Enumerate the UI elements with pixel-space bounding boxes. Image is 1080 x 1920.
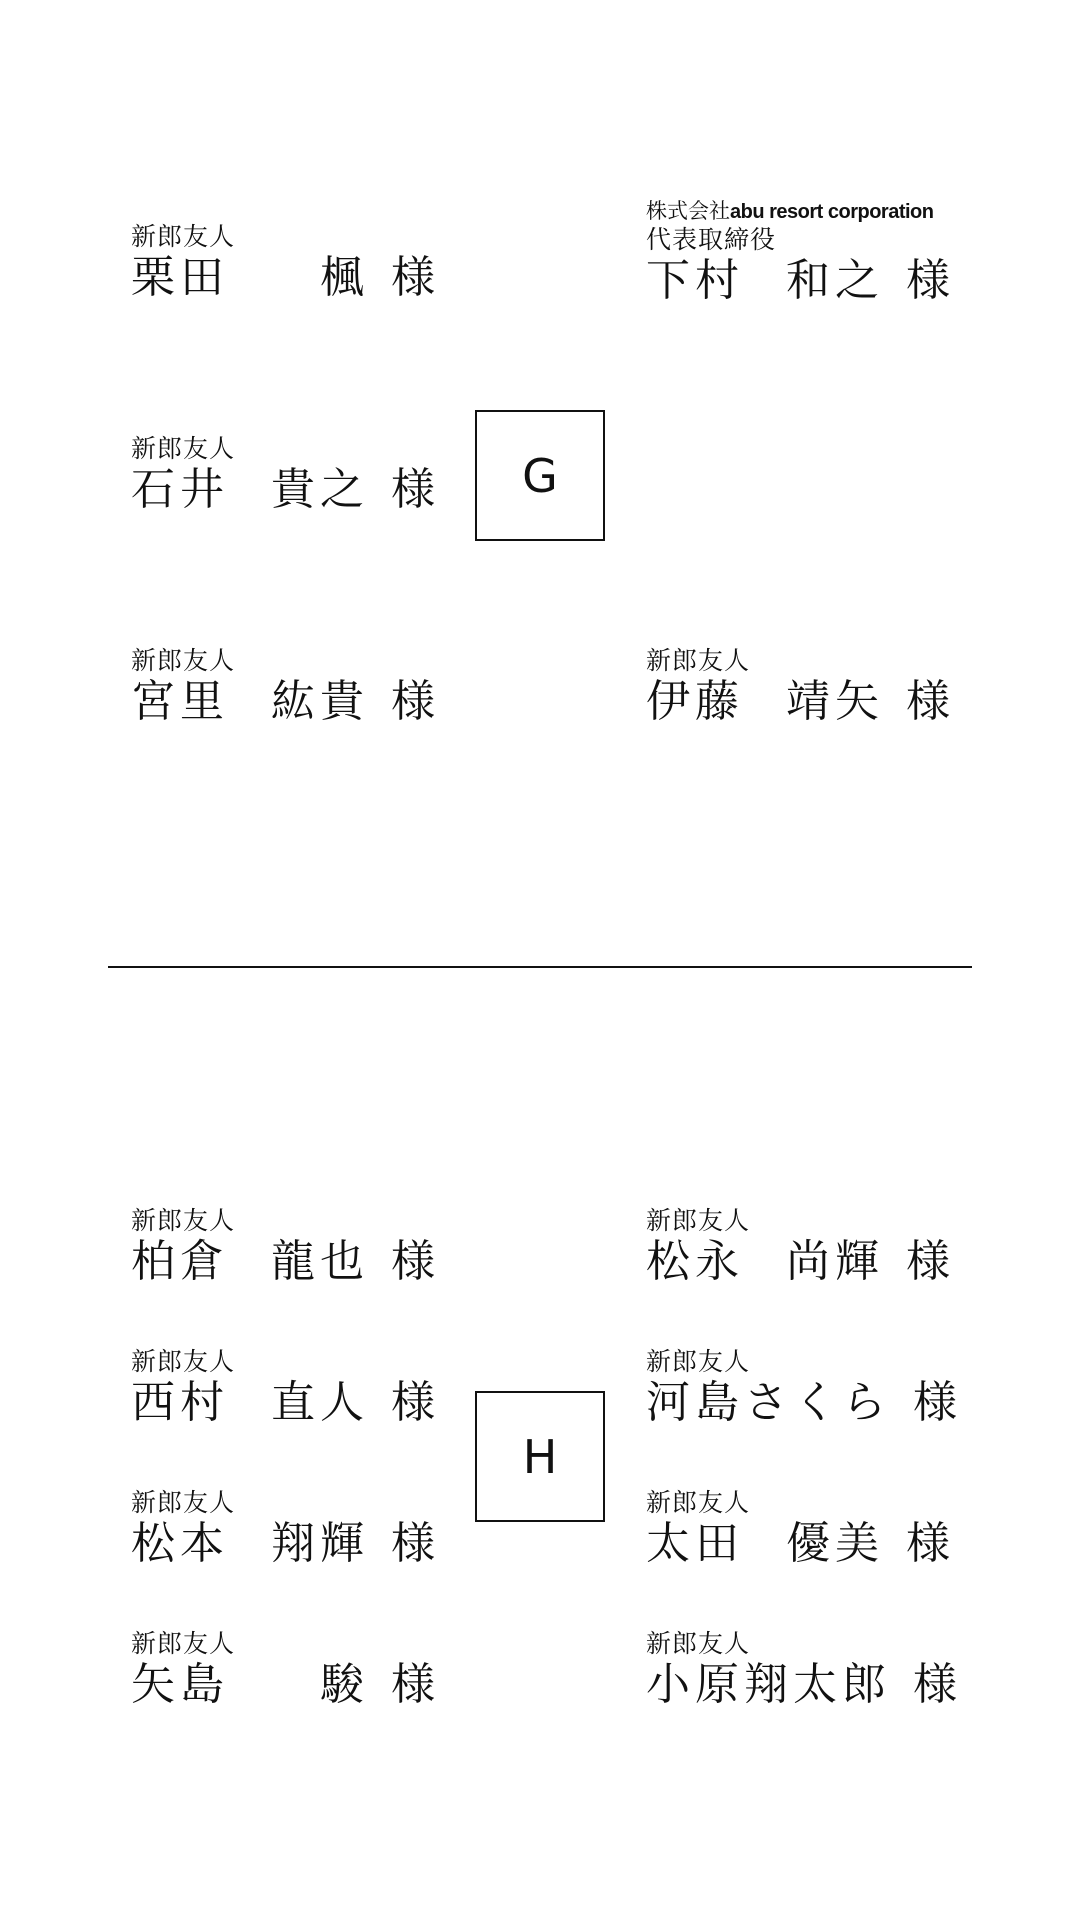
guest-role: 新郎友人 xyxy=(131,222,236,251)
guest-card xyxy=(131,1629,435,1711)
table-g-marker xyxy=(475,410,605,541)
guest-given-name: 駿 xyxy=(320,1659,369,1710)
guest-name xyxy=(646,255,950,307)
guest-honorific: 様 xyxy=(391,464,435,515)
guest-role: 新郎友人 xyxy=(646,1347,751,1376)
guest-name xyxy=(646,1518,950,1570)
guest-role: 新郎友人 xyxy=(646,1629,751,1658)
guest-role: 新郎友人 xyxy=(131,1629,236,1658)
guest-surname: 宮里 xyxy=(131,676,229,727)
guest-honorific: 様 xyxy=(391,676,435,727)
guest-name xyxy=(131,1518,435,1570)
guest-card xyxy=(646,646,950,728)
guest-surname: 石井 xyxy=(131,464,229,515)
guest-card xyxy=(131,646,435,728)
section-divider xyxy=(108,966,972,968)
guest-name xyxy=(646,1659,957,1711)
guest-role: 新郎友人 xyxy=(646,646,751,675)
guest-name xyxy=(131,1377,435,1429)
guest-surname: 小原翔太郎 xyxy=(646,1659,891,1710)
guest-honorific: 様 xyxy=(391,1659,435,1710)
guest-name xyxy=(646,676,950,728)
guest-given-name: 翔輝 xyxy=(271,1518,369,1569)
guest-surname: 河島さくら xyxy=(646,1377,891,1428)
guest-card xyxy=(646,198,950,307)
guest-name xyxy=(131,252,435,304)
guest-surname: 西村 xyxy=(131,1377,229,1428)
guest-card xyxy=(131,1206,435,1288)
guest-card xyxy=(646,1488,950,1570)
guest-honorific: 様 xyxy=(913,1659,957,1710)
guest-role: 新郎友人 xyxy=(131,1488,236,1517)
guest-given-name: 尚輝 xyxy=(786,1236,884,1287)
guest-honorific: 様 xyxy=(391,1236,435,1287)
guest-honorific: 様 xyxy=(906,676,950,727)
guest-honorific: 様 xyxy=(906,1236,950,1287)
guest-name xyxy=(131,1659,435,1711)
guest-role: 新郎友人 xyxy=(131,646,236,675)
guest-card xyxy=(131,1347,435,1429)
guest-card xyxy=(646,1629,957,1711)
guest-honorific: 様 xyxy=(391,252,435,303)
guest-surname: 伊藤 xyxy=(646,676,744,727)
guest-role: 新郎友人 xyxy=(131,1206,236,1235)
guest-role: 新郎友人 xyxy=(131,1347,236,1376)
guest-honorific: 様 xyxy=(391,1518,435,1569)
guest-name xyxy=(646,1236,950,1288)
guest-honorific: 様 xyxy=(391,1377,435,1428)
guest-name xyxy=(131,464,435,516)
table-h-label: H xyxy=(522,1429,558,1484)
guest-role: 新郎友人 xyxy=(646,1488,751,1517)
guest-surname: 栗田 xyxy=(131,252,229,303)
guest-given-name: 紘貴 xyxy=(271,676,369,727)
guest-given-name: 優美 xyxy=(786,1518,884,1569)
guest-name xyxy=(131,676,435,728)
guest-surname: 太田 xyxy=(646,1518,744,1569)
guest-card xyxy=(646,1206,950,1288)
guest-given-name: 直人 xyxy=(271,1377,369,1428)
table-g-label: G xyxy=(522,448,558,503)
guest-given-name: 貴之 xyxy=(271,464,369,515)
guest-surname: 松本 xyxy=(131,1518,229,1569)
guest-role: 新郎友人 xyxy=(646,1206,751,1235)
guest-surname: 柏倉 xyxy=(131,1236,229,1287)
guest-company-name: abu resort corporation xyxy=(730,201,934,223)
guest-honorific: 様 xyxy=(913,1377,957,1428)
guest-surname: 松永 xyxy=(646,1236,744,1287)
guest-card xyxy=(646,1347,957,1429)
guest-surname: 矢島 xyxy=(131,1659,229,1710)
guest-card xyxy=(131,1488,435,1570)
guest-given-name: 楓 xyxy=(320,252,369,303)
guest-role: 代表取締役 xyxy=(646,225,777,254)
guest-company xyxy=(646,198,950,225)
table-h-marker xyxy=(475,1391,605,1522)
guest-given-name: 和之 xyxy=(786,255,884,306)
guest-card xyxy=(131,434,435,516)
guest-name xyxy=(646,1377,957,1429)
guest-honorific: 様 xyxy=(906,1518,950,1569)
guest-company-prefix: 株式会社 xyxy=(646,199,730,223)
guest-honorific: 様 xyxy=(906,255,950,306)
guest-surname: 下村 xyxy=(646,255,744,306)
guest-card xyxy=(131,222,435,304)
guest-name xyxy=(131,1236,435,1288)
guest-given-name: 靖矢 xyxy=(786,676,884,727)
guest-given-name: 龍也 xyxy=(271,1236,369,1287)
guest-role: 新郎友人 xyxy=(131,434,236,463)
